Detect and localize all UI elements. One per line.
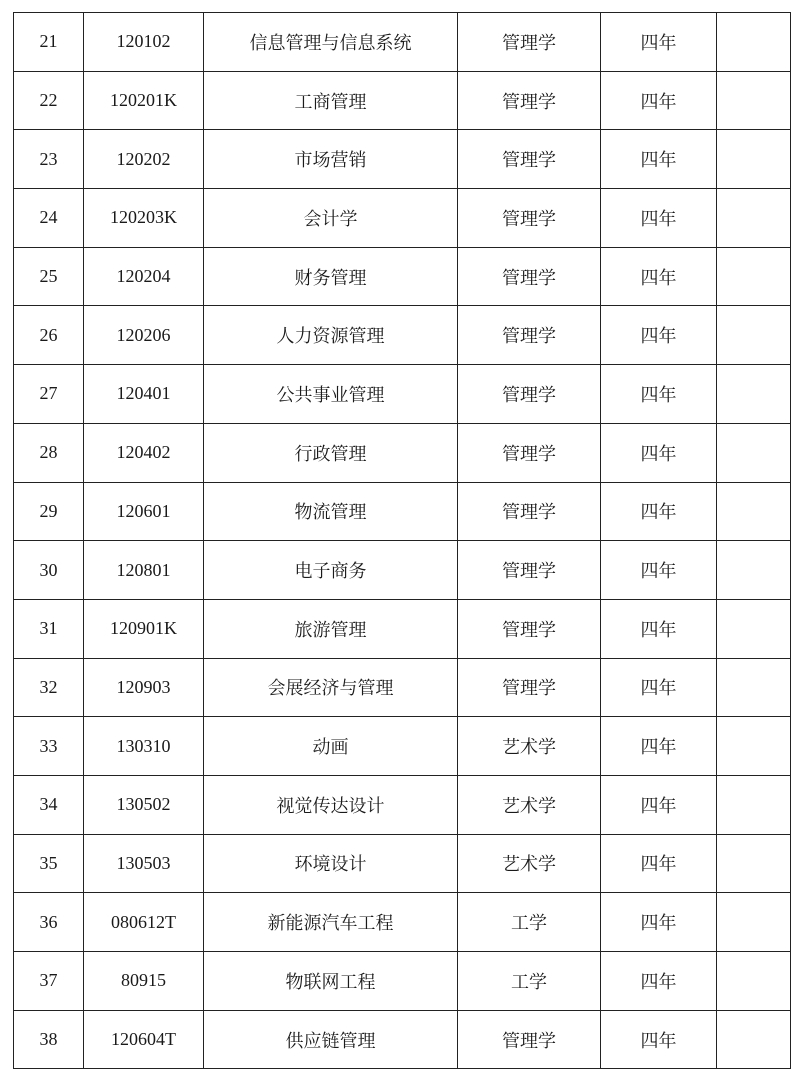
- discipline: 管理学: [458, 658, 601, 717]
- note: [717, 1010, 791, 1069]
- duration: 四年: [601, 423, 717, 482]
- discipline: 工学: [458, 952, 601, 1011]
- note: [717, 189, 791, 248]
- note: [717, 541, 791, 600]
- table-row: [14, 482, 791, 541]
- duration: 四年: [601, 834, 717, 893]
- note: [717, 717, 791, 776]
- major-code: 120202: [84, 130, 204, 189]
- major-name: 行政管理: [204, 423, 458, 482]
- row-number: 38: [14, 1010, 84, 1069]
- row-number: 35: [14, 834, 84, 893]
- row-number: 32: [14, 658, 84, 717]
- discipline: 管理学: [458, 71, 601, 130]
- major-name: 公共事业管理: [204, 365, 458, 424]
- note: [717, 247, 791, 306]
- note: [717, 71, 791, 130]
- major-code: 120903: [84, 658, 204, 717]
- row-number: 27: [14, 365, 84, 424]
- duration: 四年: [601, 247, 717, 306]
- majors-table-body: [14, 13, 791, 1069]
- note: [717, 306, 791, 365]
- row-number: 28: [14, 423, 84, 482]
- major-name: 财务管理: [204, 247, 458, 306]
- table-row: [14, 952, 791, 1011]
- major-code: 120402: [84, 423, 204, 482]
- table-row: [14, 658, 791, 717]
- table-row: [14, 365, 791, 424]
- discipline: 管理学: [458, 482, 601, 541]
- major-name: 电子商务: [204, 541, 458, 600]
- major-name: 物流管理: [204, 482, 458, 541]
- major-code: 80915: [84, 952, 204, 1011]
- major-code: 120901K: [84, 599, 204, 658]
- major-name: 动画: [204, 717, 458, 776]
- major-name: 会计学: [204, 189, 458, 248]
- note: [717, 893, 791, 952]
- major-code: 120204: [84, 247, 204, 306]
- row-number: 21: [14, 13, 84, 72]
- table-row: [14, 1010, 791, 1069]
- discipline: 管理学: [458, 306, 601, 365]
- duration: 四年: [601, 71, 717, 130]
- row-number: 36: [14, 893, 84, 952]
- note: [717, 130, 791, 189]
- discipline: 管理学: [458, 130, 601, 189]
- duration: 四年: [601, 365, 717, 424]
- major-code: 080612T: [84, 893, 204, 952]
- discipline: 管理学: [458, 541, 601, 600]
- note: [717, 365, 791, 424]
- row-number: 33: [14, 717, 84, 776]
- duration: 四年: [601, 541, 717, 600]
- major-code: 130503: [84, 834, 204, 893]
- major-name: 视觉传达设计: [204, 775, 458, 834]
- duration: 四年: [601, 893, 717, 952]
- row-number: 25: [14, 247, 84, 306]
- row-number: 34: [14, 775, 84, 834]
- table-row: [14, 775, 791, 834]
- table-row: [14, 717, 791, 776]
- major-code: 120604T: [84, 1010, 204, 1069]
- major-name: 物联网工程: [204, 952, 458, 1011]
- duration: 四年: [601, 658, 717, 717]
- discipline: 管理学: [458, 189, 601, 248]
- majors-table: [13, 12, 791, 1069]
- major-code: 120401: [84, 365, 204, 424]
- row-number: 37: [14, 952, 84, 1011]
- major-name: 会展经济与管理: [204, 658, 458, 717]
- discipline: 管理学: [458, 13, 601, 72]
- table-row: [14, 189, 791, 248]
- table-row: [14, 306, 791, 365]
- duration: 四年: [601, 717, 717, 776]
- major-name: 供应链管理: [204, 1010, 458, 1069]
- note: [717, 13, 791, 72]
- note: [717, 599, 791, 658]
- row-number: 30: [14, 541, 84, 600]
- duration: 四年: [601, 13, 717, 72]
- note: [717, 834, 791, 893]
- major-name: 工商管理: [204, 71, 458, 130]
- discipline: 管理学: [458, 599, 601, 658]
- row-number: 24: [14, 189, 84, 248]
- duration: 四年: [601, 130, 717, 189]
- major-code: 130310: [84, 717, 204, 776]
- row-number: 23: [14, 130, 84, 189]
- duration: 四年: [601, 1010, 717, 1069]
- note: [717, 775, 791, 834]
- discipline: 管理学: [458, 247, 601, 306]
- note: [717, 482, 791, 541]
- major-name: 信息管理与信息系统: [204, 13, 458, 72]
- discipline: 管理学: [458, 365, 601, 424]
- table-row: [14, 893, 791, 952]
- discipline: 艺术学: [458, 834, 601, 893]
- note: [717, 658, 791, 717]
- row-number: 22: [14, 71, 84, 130]
- major-code: 120203K: [84, 189, 204, 248]
- discipline: 管理学: [458, 1010, 601, 1069]
- row-number: 29: [14, 482, 84, 541]
- note: [717, 952, 791, 1011]
- discipline: 管理学: [458, 423, 601, 482]
- duration: 四年: [601, 952, 717, 1011]
- major-code: 120206: [84, 306, 204, 365]
- duration: 四年: [601, 482, 717, 541]
- table-row: [14, 13, 791, 72]
- row-number: 31: [14, 599, 84, 658]
- major-code: 120801: [84, 541, 204, 600]
- major-name: 人力资源管理: [204, 306, 458, 365]
- major-name: 旅游管理: [204, 599, 458, 658]
- major-name: 环境设计: [204, 834, 458, 893]
- discipline: 艺术学: [458, 717, 601, 776]
- duration: 四年: [601, 599, 717, 658]
- duration: 四年: [601, 775, 717, 834]
- table-row: [14, 423, 791, 482]
- major-code: 130502: [84, 775, 204, 834]
- major-code: 120102: [84, 13, 204, 72]
- table-row: [14, 130, 791, 189]
- table-row: [14, 247, 791, 306]
- discipline: 艺术学: [458, 775, 601, 834]
- major-name: 新能源汽车工程: [204, 893, 458, 952]
- table-row: [14, 599, 791, 658]
- major-name: 市场营销: [204, 130, 458, 189]
- table-row: [14, 834, 791, 893]
- row-number: 26: [14, 306, 84, 365]
- discipline: 工学: [458, 893, 601, 952]
- note: [717, 423, 791, 482]
- major-code: 120601: [84, 482, 204, 541]
- major-code: 120201K: [84, 71, 204, 130]
- table-row: [14, 541, 791, 600]
- duration: 四年: [601, 189, 717, 248]
- duration: 四年: [601, 306, 717, 365]
- table-row: [14, 71, 791, 130]
